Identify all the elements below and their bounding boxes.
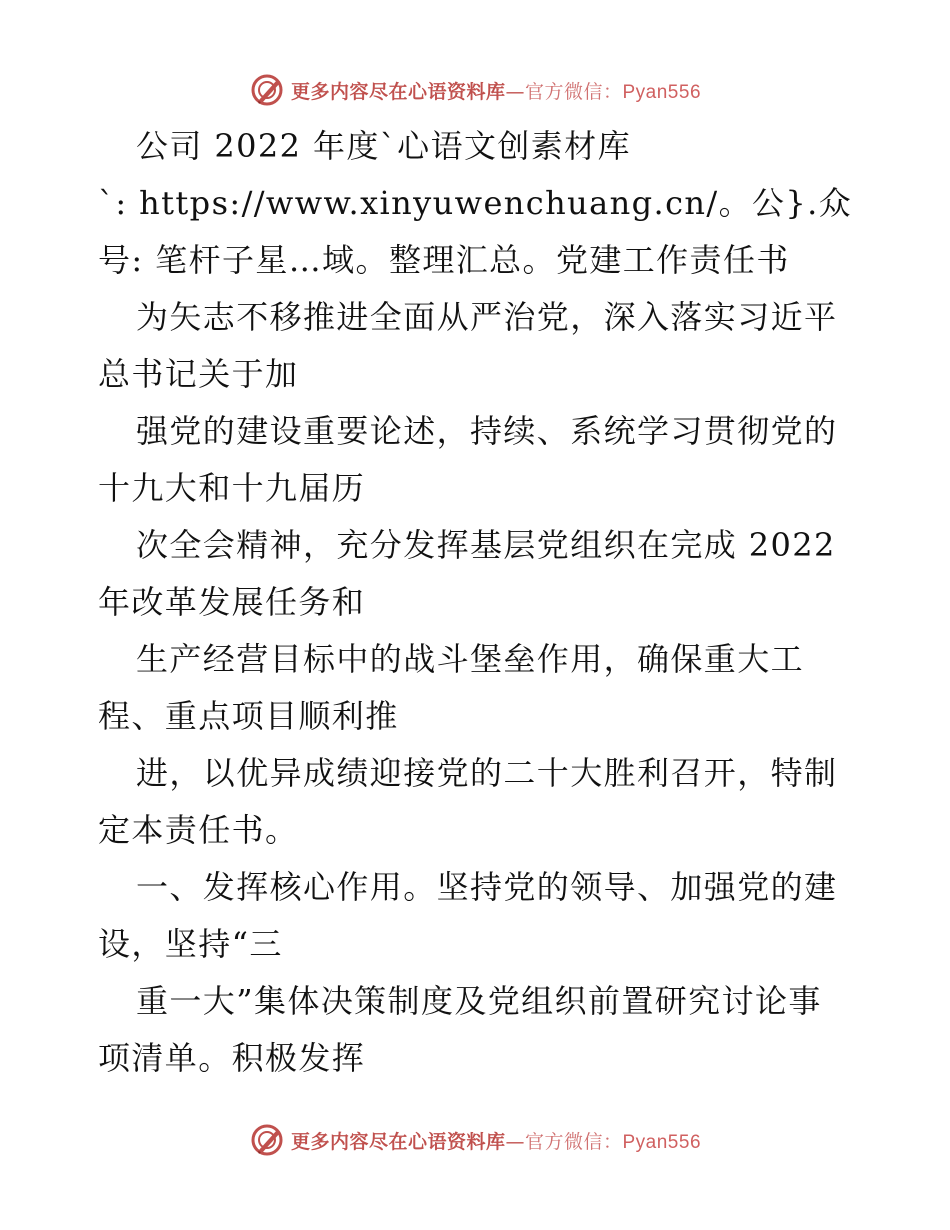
doc-line: 设，坚持“三: [98, 925, 283, 963]
doc-line: 强党的建设重要论述，持续、系统学习贯彻党的: [136, 412, 838, 450]
doc-line: 总书记关于加: [98, 355, 299, 393]
watermark-dash: —: [505, 1130, 525, 1153]
watermark-main: 更多内容尽在心语资料库: [290, 80, 506, 103]
footer-watermark: [0, 1120, 950, 1160]
pen-logo-icon: [249, 1122, 285, 1158]
doc-line: 一、发挥核心作用。坚持党的领导、加强党的建: [136, 868, 838, 906]
doc-line: 项清单。积极发挥: [98, 1039, 366, 1077]
doc-line: 生产经营目标中的战斗堡垒作用，确保重大工: [136, 640, 805, 678]
doc-line: 年改革发展任务和: [98, 583, 366, 621]
header-watermark: [0, 70, 950, 110]
doc-line: 号: 笔杆子星…域。整理汇总。党建工作责任书: [98, 241, 790, 279]
watermark-wechat-id: Pyan556: [622, 1131, 702, 1153]
doc-line: 进，以优异成绩迎接党的二十大胜利召开，特制: [136, 754, 838, 792]
watermark-wechat-id: Pyan556: [622, 81, 702, 103]
doc-line: `: https://www.xinyuwenchuang.cn/。公}.众: [98, 184, 853, 222]
watermark-wechat-label: 官方微信：: [524, 80, 623, 103]
doc-line: 次全会精神，充分发挥基层党组织在完成 2022: [136, 526, 836, 564]
doc-line: 重一大”集体决策制度及党组织前置研究讨论事: [136, 982, 822, 1020]
watermark-dash: —: [505, 80, 525, 103]
watermark-main: 更多内容尽在心语资料库: [290, 1130, 506, 1153]
doc-line: 十九大和十九届历: [98, 469, 366, 507]
doc-line: 公司 2022 年度`心语文创素材库: [136, 127, 631, 165]
doc-line: 程、重点项目顺利推: [98, 697, 399, 735]
doc-line: 定本责任书。: [98, 811, 299, 849]
doc-line: 为矢志不移推进全面从严治党，深入落实习近平: [136, 298, 838, 336]
watermark-wechat-label: 官方微信：: [524, 1130, 623, 1153]
pen-logo-icon: [249, 72, 285, 108]
document-body: [98, 118, 858, 1087]
watermark-text: [291, 77, 701, 104]
watermark-text: [291, 1127, 701, 1154]
